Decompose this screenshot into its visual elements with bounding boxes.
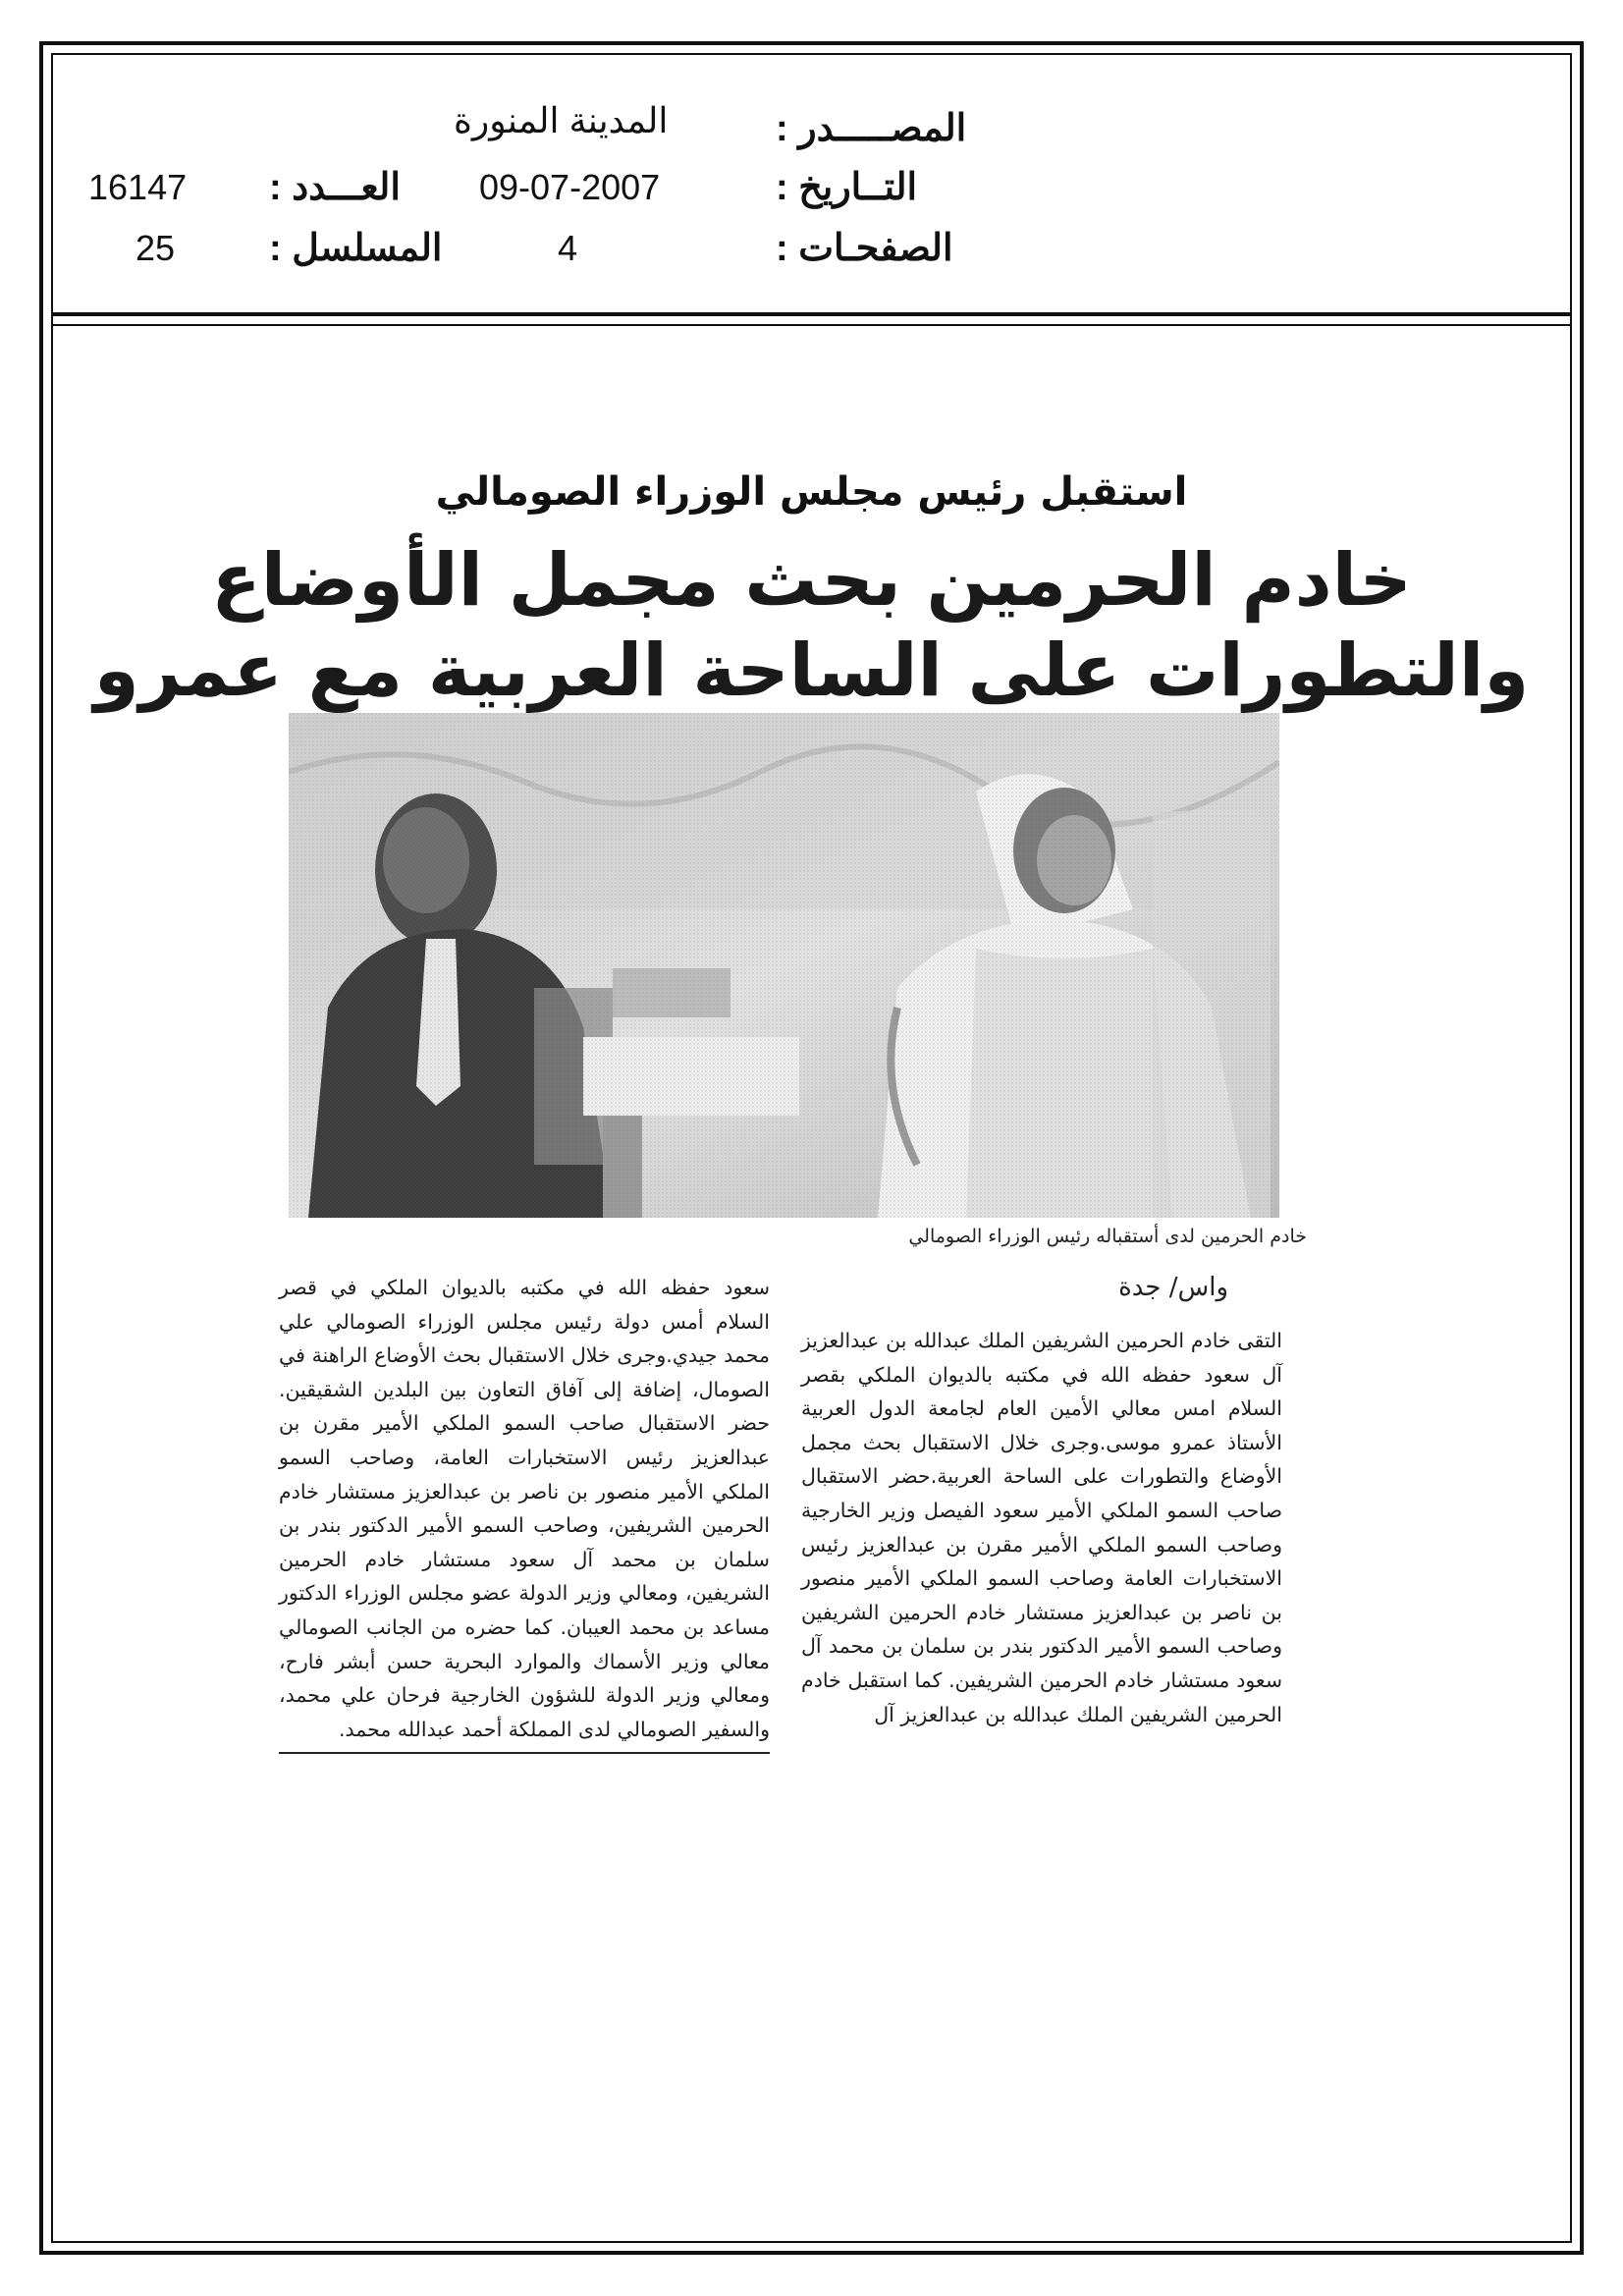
article-dateline: واس/ جدة — [1118, 1273, 1228, 1302]
pages-label: الصفحـات : — [776, 228, 953, 269]
article-column-right: التقى خادم الحرمين الشريفين الملك عبدالله بن عبدالعزيز آل سعود حفظه الله في مكتبه بالديوان الملكي بقصر السلام امس معالي الأمين العام لجامعة الدول العربية الأستاذ عمرو موسى.وجرى خلال الاستقبال بحث مجمل الأوضاع والتطورات على الساحة العربية.حضر الاستقبال صاحب السمو الملكي الأمير سعود الفيصل وزير الخارجية وصاحب السمو الملكي الأمير مقرن بن عبدالعزيز رئيس الاستخبارات العامة وصاحب السمو الملكي الأمير منصور بن ناصر بن عبدالعزيز مستشار خادم الحرمين الشريفين وصاحب السمو الأمير الدكتور بندر بن سلمان بن محمد آل سعود مستشار خادم الحرمين الشريفين. كما استقبل خادم الحرمين الشريفين الملك عبدالله بن عبدالعزيز آل — [801, 1329, 1282, 1726]
date-value: 09-07-2007 — [479, 167, 661, 207]
pages-value: 4 — [558, 228, 578, 268]
article-column-left: سعود حفظه الله في مكتبه بالديوان الملكي في قصر السلام أمس دولة رئيس مجلس الوزراء الصومالي علي محمد جيدي.وجرى خلال الاستقبال بحث الأوضاع الراهنة في الصومال، إضافة إلى آفاق التعاون بين البلدين الشقيقين. حضر الاستقبال صاحب السمو الملكي الأمير مقرن بن عبدالعزيز رئيس الاستخبارات العامة، وصاحب السمو الملكي الأمير منصور بن ناصر بن عبدالعزيز مستشار خادم الحرمين الشريفين، وصاحب السمو الأمير الدكتور بندر بن سلمان بن محمد آل سعود مستشار خادم الحرمين الشريفين، ومعالي وزير الدولة عضو مجلس الوزراء الدكتور مساعد بن محمد العيبان. كما حضره من الجانب الصومالي معالي وزير الأسماك والموارد البحرية حسن أبشر فارح، ومعالي وزير الدولة للشؤون الخارجية فرحان علي محمد، والسفير الصومالي لدى المملكة أحمد عبدالله محمد. — [279, 1276, 770, 1741]
article-headline-line1: خادم الحرمين بحث مجمل الأوضاع — [211, 538, 1412, 623]
header-divider-thin — [51, 324, 1572, 326]
source-label: المصـــــدر : — [776, 108, 967, 149]
serial-label: المسلسل : — [269, 228, 443, 269]
date-label: التــاريخ : — [776, 167, 918, 208]
article-kicker: استقبل رئيس مجلس الوزراء الصومالي — [435, 469, 1188, 515]
article-photo — [289, 713, 1279, 1218]
article-headline-line2: والتطورات على الساحة العربية مع عمرو — [93, 629, 1530, 713]
issue-label: العـــدد : — [269, 167, 401, 208]
column-end-rule — [279, 1752, 770, 1754]
serial-value: 25 — [135, 228, 176, 268]
issue-value: 16147 — [88, 167, 188, 207]
photo-caption: خادم الحرمين لدى أستقباله رئيس الوزراء الصومالي — [908, 1226, 1307, 1247]
header-divider — [51, 312, 1572, 316]
source-value: المدينة المنورة — [454, 100, 669, 140]
